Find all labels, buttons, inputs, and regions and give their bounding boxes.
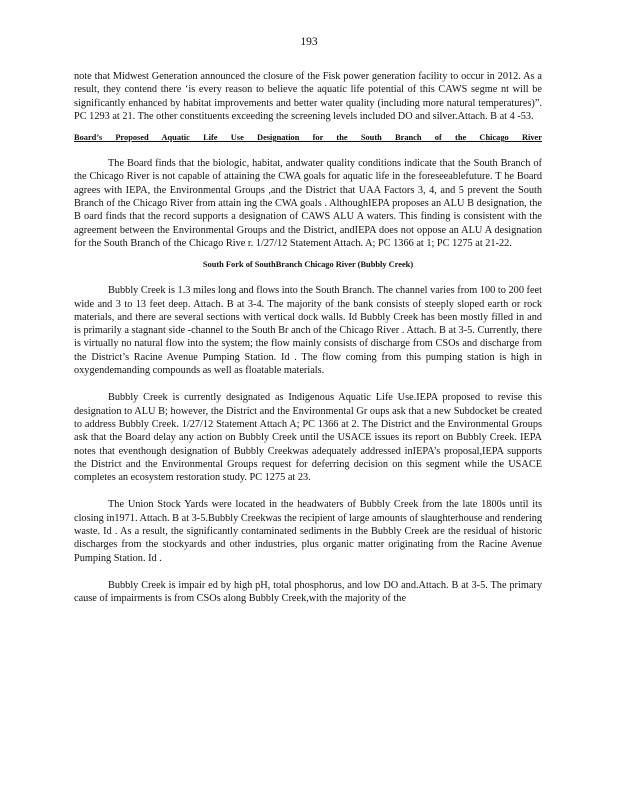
section-heading-bubbly-creek-text: South Fork of SouthBranch Chicago River (Bubbly Creek) — [202, 260, 414, 270]
section-heading-south-branch: Board’s Proposed Aquatic Life Use Designation for the South Branch of the Chicago River — [74, 133, 542, 143]
paragraph-bubbly-creek-description: Bubbly Creek is 1.3 miles long and flows into the South Branch. The channel varies from 100 to 200 feet wide and 3 to 13 feet deep. Attach. B at 3-4. The majority of the bank consists of steeply sloped earth or rock materials, and there are several sections with vertical dock walls. Id Bubbly Creek has been mostly filled in and is primarily a stagnant side -channel to the South Br anch of the Chicago River . Attach. B at 3-5. Currently, there is virtually no natural flow into the system; the flow mainly consists of discharge from CSOs and discharge from the District’s Racine Avenue Pumping Station. Id . The flow coming from this pumping station is high in oxygendemanding compounds as well as floatable materials. — [74, 285, 542, 377]
document-body — [74, 70, 542, 606]
paragraph-bubbly-creek-impairment: Bubbly Creek is impair ed by high pH, total phosphorus, and low DO and.Attach. B at 3-5. The primary cause of impairments is from CSOs along Bubbly Creek,with the majority of the — [74, 579, 542, 605]
paragraph-fisk-closure: note that Midwest Generation announced the closure of the Fisk power generation facility to occur in 2012. As a result, they contend there ‘is every reason to believe the aquatic life potential of this CAWS segme nt will be significantly enhanced by habitat improvements and better water quality (including more natural temperatures)”. PC 1293 at 21. The other constituents exceeding the screening levels included DO and silver.Attach. B at 4 -53. — [74, 71, 542, 122]
paragraph-board-finding: The Board finds that the biologic, habitat, andwater quality conditions indicate that the South Branch of the Chicago River is not capable of attaining the CWA goals for aquatic life in the foreseeablefuture. T he Board agrees with IEPA, the Environmental Groups ,and the District that UAA Factors 3, 4, and 5 prevent the South Branch of the Chicago River from attain ing the CWA goals . AlthoughIEPA proposes an ALU B designation, the B oard finds that the record supports a designation of CAWS ALU A waters. This finding is consistent with the agreement between the Environmental Groups and the District, andIEPA does not oppose an ALU A designation for the South Branch of the Chicago Rive r. 1/27/12 Statement Attach. A; PC 1366 at 1; PC 1275 at 21-22. — [74, 158, 542, 249]
paragraph-bubbly-creek-designation: Bubbly Creek is currently designated as Indigenous Aquatic Life Use.IEPA proposed to revise this designation to ALU B; however, the District and the Environmental Gr oups ask that a new Subdocket be created to address Bubbly Creek. 1/27/12 Statement Attach A; PC 1366 at 2. The District and the Environmental Groups ask that the Board delay any action on Bubbly Creek until the USACE issues its report on Bubbly Creek. IEPA notes that eventhough designation of Bubbly Creekwas adequately addressed inIEPA’s proposal,IEPA supports the District and the Environmental Groups request for deferring decision on this segment while the USACE completes an ecosystem restoration study. PC 1275 at 23. — [74, 392, 542, 484]
paragraph-spacer — [74, 377, 542, 391]
page-number: 193 — [300, 36, 318, 48]
paragraph-union-stock-yards: The Union Stock Yards were located in the headwaters of Bubbly Creek from the late 1800s until its closing in1971. Attach. B at 3-5.Bubbly Creekwas the recipient of large amounts of slaughterhouse and rendering waste. Id . As a result, the significantly contaminated sediments in the Bubbly Creek are the residual of historic discharges from the stockyards and other industries, plus organic matter originating from the Racine Avenue Pumping Station. Id . — [74, 499, 542, 564]
paragraph-spacer — [74, 484, 542, 498]
section-heading-bubbly-creek — [74, 259, 542, 270]
paragraph-spacer — [74, 565, 542, 579]
